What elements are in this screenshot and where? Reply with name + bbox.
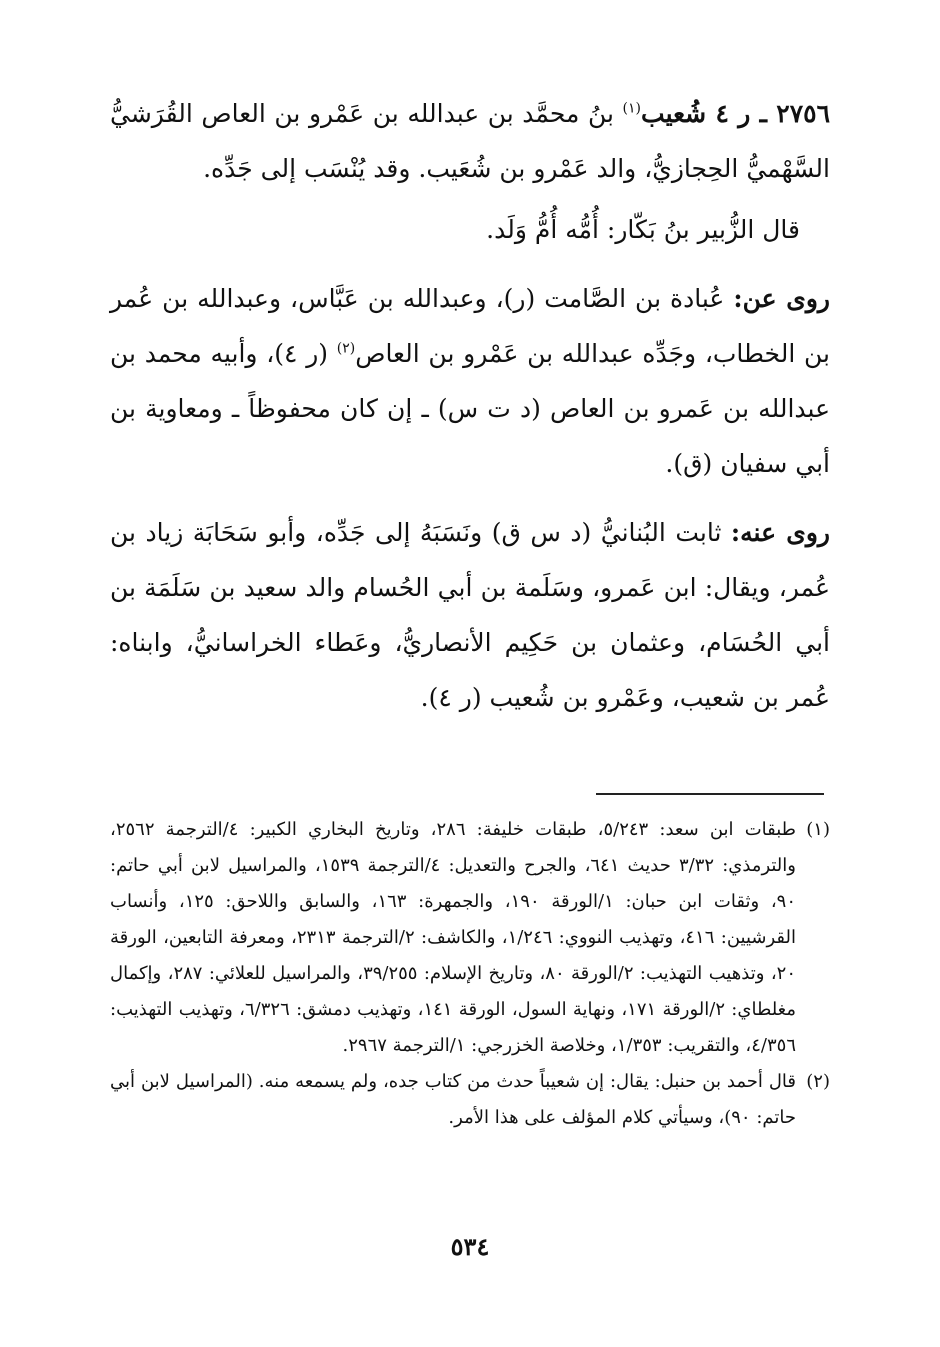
footnote-number: (١) (806, 819, 830, 840)
narrated-from-paragraph (110, 271, 830, 491)
page-number: ٥٣٤ (450, 1232, 490, 1261)
narrated-by-label: روى عنه: (730, 518, 830, 547)
footnote-1 (110, 812, 830, 1064)
narrated-by-paragraph (110, 505, 830, 725)
footnote-number: (٢) (806, 1071, 830, 1092)
quote-text: قال الزُّبير بنُ بَكّار: أُمُّه أُمُّ وَلَد. (486, 215, 800, 244)
footnotes (110, 812, 830, 1136)
narrated-by-text: ثابت البُنانيُّ (د س ق) ونَسَبَهُ إلى جَدِّه، وأبو سَحَابَة زياد بن عُمر، ويقال: ابن عَمرو، وسَلَمة بن أبي الحُسام والد سعيد بن سَلَمَة بن أبي الحُسَام، وعثمان بن حَكِيم الأنصاريُّ، وعَطاء الخراسانيُّ، وابناه: عُمر بن شعيب، وعَمْرو بن شُعيب (ر ٤). (110, 518, 830, 712)
quote-paragraph (110, 202, 830, 257)
entry-paragraph (110, 86, 830, 196)
main-text (110, 86, 830, 739)
footnote-2 (110, 1064, 830, 1136)
narrated-from-text-2: (ر ٤)، وأبيه محمد بن عبدالله بن عَمرو بن العاص (د ت س) ـ إن كان محفوظاً ـ ومعاوية بن أبي سفيان (ق). (110, 339, 830, 478)
narrated-from-text-1: عُبادة بن الصَّامت (ر)، وعبدالله بن عَبَّاس، وعبدالله بن عُمر بن الخطاب، وجَدِّه عبدالله بن عَمْرو بن العاص (110, 284, 830, 368)
entry-heading: ـ ر ٤ شُعيب (641, 99, 777, 128)
narrated-from-label: روى عن: (733, 284, 830, 313)
footnote-ref-2[interactable]: (٢) (336, 340, 356, 357)
footnote-separator (596, 793, 824, 795)
entry-body: بنُ محمَّد بن عبدالله بن عَمْرو بن العاص القُرَشيُّ السَّهْميُّ الحِجازيُّ، والد عَمْرو بن شُعَيب. وقد يُنْسَب إلى جَدِّه. (110, 99, 830, 183)
footnote-ref-1[interactable]: (١) (622, 100, 642, 117)
footnote-text: قال أحمد بن حنبل: يقال: إن شعيباً حدث من كتاب جده، ولم يسمعه منه. (المراسيل لابن أبي حاتم: ٩٠)، وسيأتي كلام المؤلف على هذا الأمر. (110, 1071, 796, 1128)
entry-number: ٢٧٥٦ (776, 99, 830, 128)
footnote-text: طبقات ابن سعد: ٥/٢٤٣، طبقات خليفة: ٢٨٦، وتاريخ البخاري الكبير: ٤/الترجمة ٢٥٦٢، والترمذي: ٣/٣٢ حديث ٦٤١، والجرح والتعديل: ٤/الترجمة ١٥٣٩، والمراسيل لابن أبي حاتم: ٩٠، وثقات ابن حبان: ١/الورقة ١٩٠، والجمهرة: ١٦٣، والسابق واللاحق: ١٢٥، وأنساب القرشيين: ٤١٦، وتهذيب النووي: ١/٢٤٦، والكاشف: ٢/الترجمة ٢٣١٣، ومعرفة التابعين، الورقة ٢٠، وتذهيب التهذيب: ٢/الورقة ٨٠، وتاريخ الإسلام: ٣٩/٢٥٥، والمراسيل للعلائي: ٢٨٧، وإكمال مغلطاي: ٢/الورقة ١٧١، ونهاية السول، الورقة ١٤١، وتهذيب دمشق: ٦/٣٢٦، وتهذيب التهذيب: ٤/٣٥٦، والتقريب: ١/٣٥٣، وخلاصة الخزرجي: ١/الترجمة ٢٩٦٧. (110, 819, 797, 1056)
